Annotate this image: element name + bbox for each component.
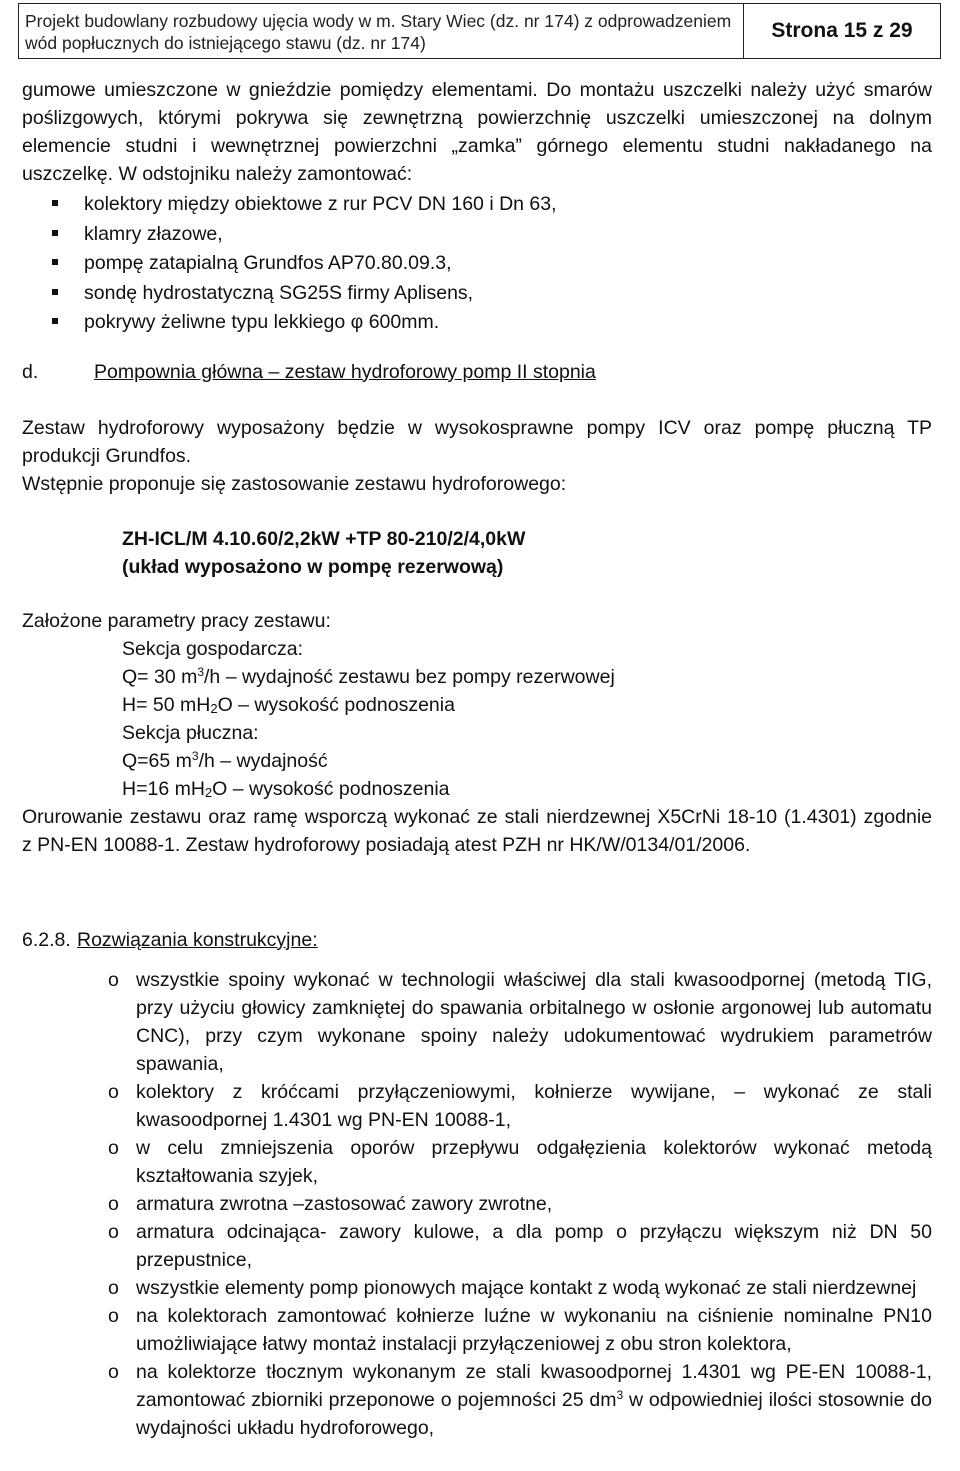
intro-line: poślizgowych, którymi pokrywa się zewnętrzną powierzchnię uszczelki umieszczonej na dolnym [22,107,932,129]
subscript: 2 [210,700,218,716]
list-marker: o [108,1304,119,1327]
list-item [22,1078,932,1134]
intro-paragraph [22,76,932,188]
cover-size: 600mm. [368,311,440,333]
zestaw-line: Zestaw hydroforowy wyposażony będzie w wysokosprawne pompy ICV oraz pompę płuczną TP [22,416,932,439]
list-item-text: armatura odcinająca- zawory kulowe, a dla pomp o przyłączu większym niż DN 50 przepustnice, [136,1220,932,1271]
head-1 [122,691,932,719]
section-label: Sekcja gospodarcza: [122,637,304,660]
section-number: d. [22,360,39,383]
flow-rate-1 [122,663,932,691]
head-description: O – wysokość podnoszenia [212,777,450,800]
zestaw-line: produkcji Grundfos. [22,444,192,467]
section-628-heading [22,926,932,954]
list-marker: o [108,968,119,991]
list-item [22,1358,932,1442]
section-label: Sekcja płuczna: [122,721,259,744]
section-number: 6.2.8. [22,928,71,951]
zestaw-line: Wstępnie proponuje się zastosowanie zestawu hydroforowego: [22,472,567,495]
list-marker: o [108,1220,119,1243]
list-item [22,1302,932,1358]
list-item-text [84,311,439,333]
diameter-symbol: φ [350,311,364,333]
parameters-block [22,607,932,803]
list-item [22,220,932,250]
orurowanie-line: z PN-EN 10088-1. Zestaw hydroforowy posiadają atest PZH nr HK/W/0134/01/2006. [22,833,751,856]
list-item-text: wszystkie elementy pomp pionowych mające kontakt z wodą wykonać ze stali nierdzewnej [136,1276,917,1299]
list-item-text: kolektory między obiektowe z rur PCV DN 160 i Dn 63, [84,193,557,215]
subscript: 2 [204,784,213,800]
list-item-text: kolektory z króćcami przyłączeniowymi, kołnierze wywijane, – wykonać ze stali kwasoodpornej 1.4301 wg PN-EN 10088-1, [136,1080,932,1131]
intro-line: uszczelkę. W odstojniku należy zamontować: [22,163,413,185]
page-number: Strona 15 z 29 [771,19,913,42]
superscript: 3 [197,664,205,679]
list-marker: o [108,1080,119,1103]
orurowanie-paragraph [22,803,932,859]
head-description: O – wysokość podnoszenia [217,693,455,716]
list-item [22,279,932,309]
zestaw-paragraph [22,414,932,498]
list-item-text: klamry złazowe, [84,222,223,245]
list-item [22,1274,932,1302]
cover-type-text: pokrywy żeliwne typu lekkiego [84,311,346,333]
list-item-text: armatura zwrotna –zastosować zawory zwrotne, [136,1192,553,1215]
document-title [19,4,744,58]
model-designation [122,525,932,581]
list-item-text-part: w odpowiedniej ilości stosownie do wydajności układu hydroforowego, [136,1388,932,1439]
document-title-line-1: Projekt budowlany rozbudowy ujęcia wody w m. Stary Wiec (dz. nr 174) z odprowadzeniem [25,11,732,31]
head-2 [122,775,932,803]
list-item [22,966,932,1078]
list-marker: o [108,1276,119,1299]
list-marker: o [108,1360,119,1383]
intro-line: gumowe umieszczone w gnieździe pomiędzy elementami. Do montażu uszczelki należy użyć smarów [22,79,932,101]
superscript: 3 [616,1387,624,1402]
model-code: ZH-ICL/M 4.10.60/2,2kW +TP 80-210/2/4,0kW [122,527,526,550]
section-title: Rozwiązania konstrukcyjne: [77,928,318,951]
list-marker: o [108,1136,119,1159]
document-title-line-2: wód popłucznych do istniejącego stawu (dz. nr 174) [25,33,426,53]
flow-rate-description: /h – wydajność [198,749,328,772]
model-note: (układ wyposażono w pompę rezerwową) [122,555,504,578]
superscript: 3 [191,748,199,763]
list-item [22,190,932,220]
section-d-heading [22,358,932,386]
section-title: Pompownia główna – zestaw hydroforowy pomp II stopnia [94,360,596,383]
parameters-heading: Założone parametry pracy zestawu: [22,609,331,632]
head-value: H= 50 mH [122,693,211,716]
list-item [22,249,932,279]
flow-rate-2 [122,747,932,775]
intro-line: elemencie studni i wewnętrznej powierzchni „zamka” górnego elementu studni nakładanego na [22,135,932,157]
head-value: H=16 mH [122,777,205,800]
list-item-text: w celu zmniejszenia oporów przepływu odgałęzienia kolektorów wykonać metodą kształtowania szyjek, [136,1136,932,1187]
list-item [22,1218,932,1274]
list-item-text: na kolektorach zamontować kołnierze luźne w wykonaniu na ciśnienie nominalne PN10 umożliwiające łatwy montaż instalacji przyłączeniowej z obu stron kolektora, [136,1304,932,1355]
construction-list [22,966,932,1442]
document-body [22,76,932,1442]
list-item-text-part: na kolektorze tłocznym wykonanym ze stali kwasoodpornej 1.4301 wg PE-EN 10088-1, zamontować zbiorniki przeponowe o pojemności 25 dm [136,1360,932,1411]
list-item [22,308,932,338]
list-item-text: wszystkie spoiny wykonać w technologii właściwej dla stali kwasoodpornej (metodą TIG, przy użyciu głowicy zamkniętej do spawania orbitalnego w osłonie argonowej lub automatu CNC), przy czym wykonane spoiny należy udokumentować wydrukiem parametrów spawania, [136,968,932,1075]
list-marker: o [108,1192,119,1215]
flow-rate-value: Q=65 m [122,749,192,772]
flow-rate-value: Q= 30 m [122,665,198,688]
list-item-text [136,1361,932,1439]
list-item [22,1190,932,1218]
orurowanie-line: Orurowanie zestawu oraz ramę wsporczą wykonać ze stali nierdzewnej X5CrNi 18-10 (1.4301) zgodnie [22,805,932,828]
page-header [18,3,941,59]
flow-rate-description: /h – wydajność zestawu bez pompy rezerwowej [204,665,615,688]
list-item [22,1134,932,1190]
list-item-text: sondę hydrostatyczną SG25S firmy Aplisens, [84,281,474,304]
equipment-list [22,190,932,338]
list-item-text: pompę zatapialną Grundfos AP70.80.09.3, [84,252,452,274]
